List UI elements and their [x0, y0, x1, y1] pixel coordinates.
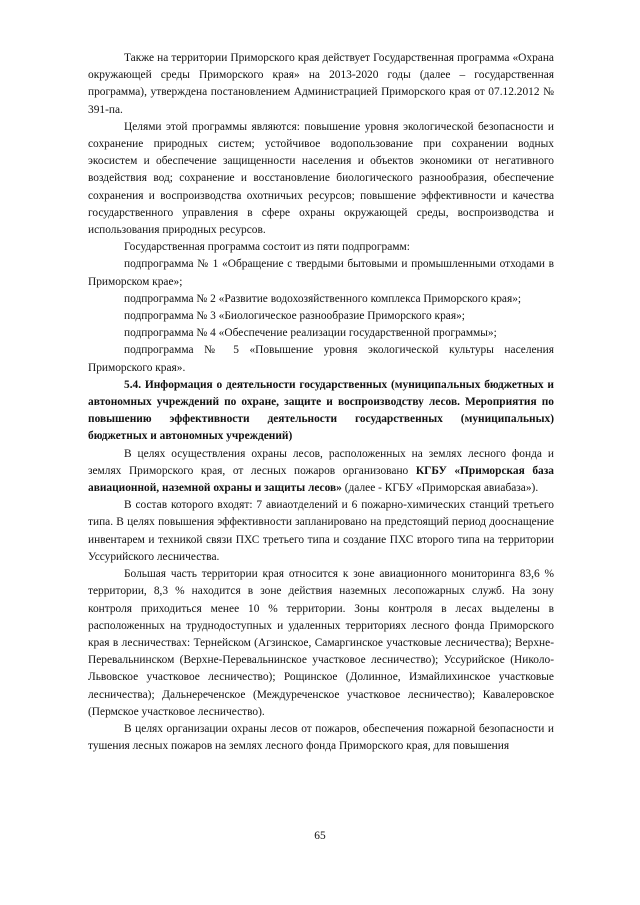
paragraph-composition: В состав которого входят: 7 авиаотделений и 6 пожарно-химических станций третьего типа. В целях повышения эффективности запланировано на предстоящий период дооснащение инвентарем и техникой связи ПХС третьего типа и создание ПХС второго типа на территории Уссурийского лесничества.: [88, 499, 554, 563]
subprogram-item-5: подпрограмма № 5 «Повышение уровня экологической культуры населения Приморского края».: [88, 344, 554, 374]
section-heading: 5.4. Информация о деятельности государственных (муниципальных бюджетных и автономных учреждений по охране, защите и воспроизводству лесов. Мероприятия по повышению эффективности деятельности государственных (муниципальных) бюджетных и автономных учреждений): [88, 378, 554, 443]
paragraph-program-goals: Целями этой программы являются: повышение уровня экологической безопасности и сохранение природных систем; устойчивое водопользование при сохранении водных экосистем и обеспечение защищенности населения и объектов экономики от негативного воздействия вод; сохранение и восстановление биологического разнообразия, обеспечение сохранения и воспроизводства охотничьих ресурсов; повышение эффективности и качества государственного управления в сфере охраны окружающей среды, воспроизводства и использования природных ресурсов.: [88, 120, 554, 237]
subprogram-item-4: подпрограмма № 4 «Обеспечение реализации государственной программы»;: [124, 327, 497, 340]
ktgbu-name-bold: КГБУ «Приморская база авиационной, наземной охраны и защиты лесов»: [88, 464, 554, 495]
paragraph-state-program: Также на территории Приморского края действует Государственная программа «Охрана окружающей среды Приморского края» на 2013-2020 годы (далее – государственная программа), утверждена постановлением Администрацией Приморского края от 07.12.2012 № 391-па.: [88, 52, 554, 116]
paragraph-monitoring-zones: Большая часть территории края относится к зоне авиационного мониторинга 83,6 % территории, 8,3 % находится в зоне действия наземных лесопожарных служб. На зону контроля приходиться менее 10 % территории. Зоны контроля в лесах выделены в расположенных на труднодоступных и удаленных территориях лесного фонда Приморского края в лесничествах: Тернейском (Агзинское, Самаргинское участковые лесничества); Верхне-Перевальнинском (Верхне-Перевальнинское участковое лесничество); Уссурийское (Николо-Львовское участковое лесничество); Рощинское (Долинное, Измайлихинское участковые лесничества); Дальнереченское (Междуреченское участковое лесничество); Кавалеровское (Пермское участковое лесничество).: [88, 568, 554, 718]
paragraph-ktgbu: [88, 446, 554, 498]
ktgbu-text-before: В целях осуществления охраны лесов, расположенных на землях лесного фонда и землях Приморского края, от лесных пожаров организовано: [88, 447, 554, 477]
subprogram-item-1: подпрограмма № 1 «Обращение с твердыми бытовыми и промышленными отходами в Приморском крае»;: [88, 258, 554, 288]
paragraph-fire-protection: В целях организации охраны лесов от пожаров, обеспечения пожарной безопасности и тушения лесных пожаров на землях лесного фонда Приморского края, для повышения: [88, 722, 554, 753]
document-page: [88, 50, 554, 755]
ktgbu-text-after: (далее - КГБУ «Приморская авиабаза»).: [341, 482, 539, 495]
paragraph-subprograms-intro: Государственная программа состоит из пяти подпрограмм:: [124, 241, 410, 254]
subprogram-item-3: подпрограмма № 3 «Биологическое разнообразие Приморского края»;: [124, 310, 465, 323]
page-number: 65: [314, 830, 326, 842]
subprogram-item-2: подпрограмма № 2 «Развитие водохозяйственного комплекса Приморского края»;: [124, 292, 522, 305]
